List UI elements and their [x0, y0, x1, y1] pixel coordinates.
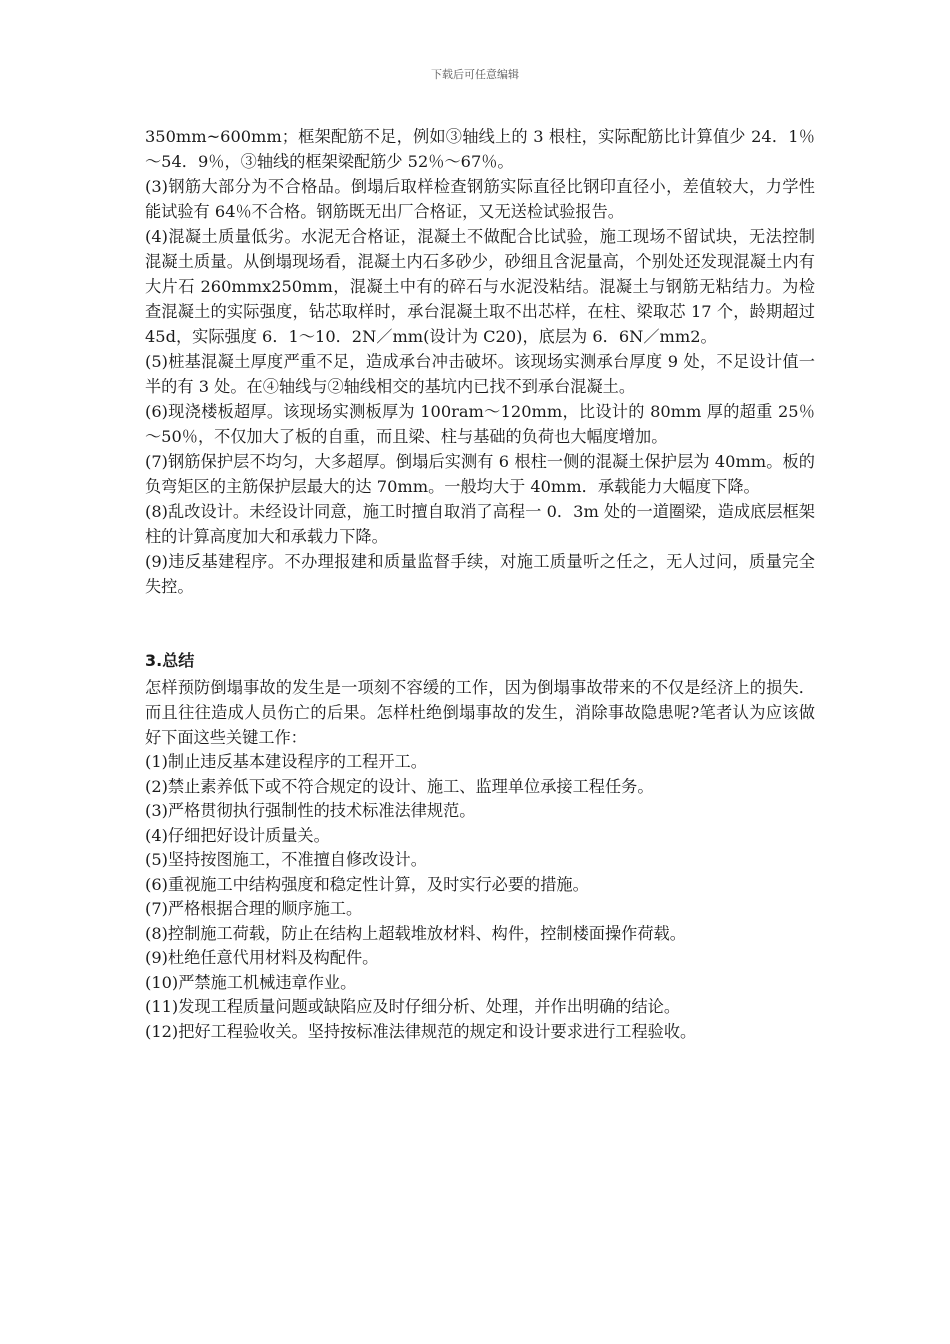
- paragraph-item-7: (7)钢筋保护层不均匀，大多超厚。倒塌后实测有 6 根柱一侧的混凝土保护层为 40mm。板的负弯矩区的主筋保护层最大的达 70mm。一般均大于 40mm．承载能力大幅度下降。: [145, 452, 815, 496]
- paragraph-item-6: (6)现浇楼板超厚。该现场实测板厚为 100ram～120mm，比设计的 80mm 厚的超重 25％～50％，不仅加大了板的自重，而且梁、柱与基础的负荷也大幅度增加。: [145, 402, 815, 446]
- summary-list-item: (12)把好工程验收关。坚持按标准法律规范的规定和设计要求进行工程验收。: [145, 1021, 697, 1041]
- summary-list-item: (6)重视施工中结构强度和稳定性计算，及时实行必要的措施。: [145, 874, 589, 894]
- summary-list-item: (5)坚持按图施工，不准擅自修改设计。: [145, 850, 427, 869]
- section-title: 3.总结: [145, 651, 195, 670]
- paragraph-item-4: (4)混凝土质量低劣。水泥无合格证，混凝土不做配合比试验，施工现场不留试块，无法控制混凝土质量。从倒塌现场看，混凝土内石多砂少，砂细且含泥量高，个别处还发现混凝土内有大片石 260mmx250mm，混凝土中有的碎石与水泥没粘结。混凝土与钢筋无粘结力。为检查混凝土的实际强度，钻芯取样时，承台混凝土取不出芯样，在柱、梁取芯 17 个，龄期超过 45d，实际强度 6．1～10．2N／mm(设计为 C20)，底层为 6．6N／mm2。: [145, 227, 815, 346]
- paragraph-item-8: (8)乱改设计。未经设计同意，施工时擅自取消了高程一 0．3m 处的一道圈梁，造成底层框架柱的计算高度加大和承载力下降。: [145, 502, 815, 546]
- paragraph-item-3: (3)钢筋大部分为不合格品。倒塌后取样检查钢筋实际直径比钢印直径小，差值较大，力学性能试验有 64％不合格。钢筋既无出厂合格证，又无送检试验报告。: [145, 177, 815, 221]
- summary-intro: 怎样预防倒塌事故的发生是一项刻不容缓的工作，因为倒塌事故带来的不仅是经济上的损失．而且往往造成人员伤亡的后果。怎样杜绝倒塌事故的发生，消除事故隐患呢?笔者认为应该做好下面这些关键工作：: [145, 678, 815, 747]
- summary-list-item: (10)严禁施工机械违章作业。: [145, 972, 357, 992]
- summary-list-item: (3)严格贯彻执行强制性的技术标准法律规范。: [145, 801, 476, 820]
- summary-list-item: (9)杜绝任意代用材料及构配件。: [145, 948, 379, 967]
- page-header: 下载后可任意编辑: [431, 68, 519, 81]
- section-spacer: [145, 599, 815, 647]
- summary-list-item: (8)控制施工荷载，防止在结构上超载堆放材料、构件，控制楼面操作荷载。: [145, 923, 686, 943]
- summary-list-item: (4)仔细把好设计质量关。: [145, 825, 330, 845]
- paragraph-item-5: (5)桩基混凝土厚度严重不足，造成承台冲击破坏。该现场实测承台厚度 9 处，不足设计值一半的有 3 处。在④轴线与②轴线相交的基坑内已找不到承台混凝土。: [145, 352, 815, 396]
- paragraph-continued: 350mm~600mm；框架配筋不足，例如③轴线上的 3 根柱，实际配筋比计算值少 24．1％～54．9％，③轴线的框架梁配筋少 52％～67％。: [145, 127, 815, 171]
- document-body: [145, 124, 815, 1044]
- paragraph-item-9: (9)违反基建程序。不办理报建和质量监督手续，对施工质量听之任之，无人过问，质量完全失控。: [145, 552, 815, 596]
- summary-list-item: (1)制止违反基本建设程序的工程开工。: [145, 752, 427, 771]
- summary-list-item: (7)严格根据合理的顺序施工。: [145, 899, 363, 918]
- summary-list-item: (2)禁止素养低下或不符合规定的设计、施工、监理单位承接工程任务。: [145, 776, 654, 796]
- summary-list-item: (11)发现工程质量问题或缺陷应及时仔细分析、处理，并作出明确的结论。: [145, 997, 681, 1016]
